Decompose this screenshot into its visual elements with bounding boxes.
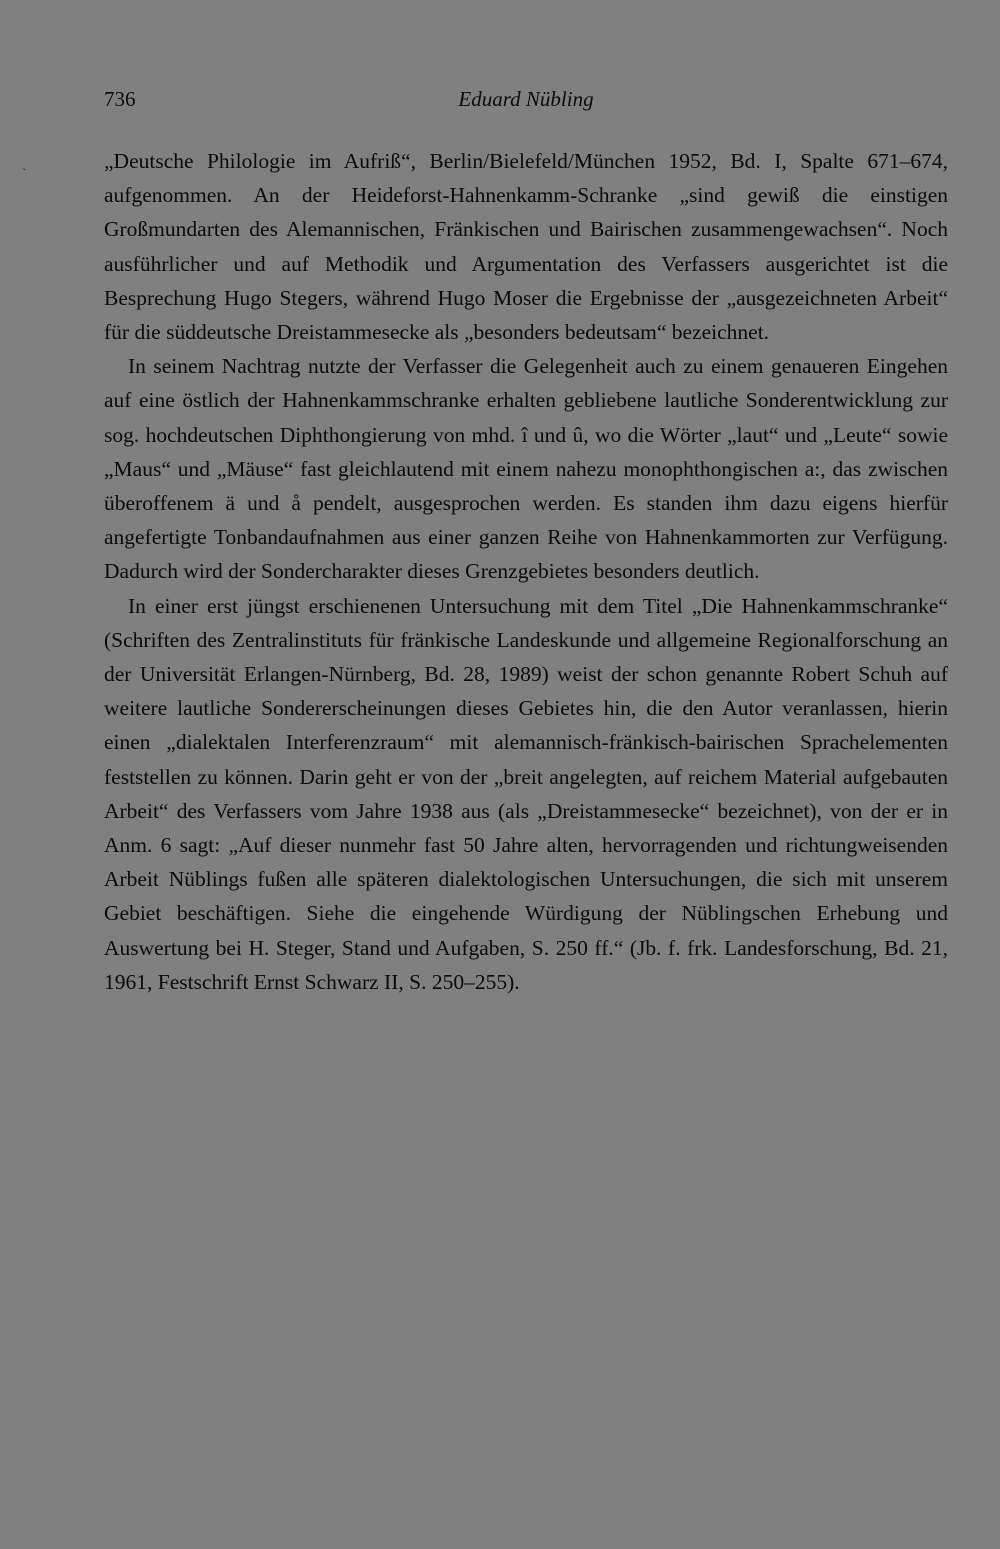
running-head: Eduard Nübling	[458, 87, 594, 111]
paragraph: In einer erst jüngst erschienenen Untersuchung mit dem Titel „Die Hahnenkammschranke“ (Schriften des Zentralinstituts für fränkische Landeskunde und allgemeine Regionalforschung an der Universität Erlangen-Nürnberg, Bd. 28, 1989) weist der schon genannte Robert Schuh auf weitere lautliche Sondererscheinungen dieses Gebietes hin, die den Autor veranlassen, hierin einen „dialektalen Interferenzraum“ mit alemannisch-fränkisch-bairischen Sprachelementen feststellen zu können. Darin geht er von der „breit angelegten, auf reichem Material aufgebauten Arbeit“ des Verfassers vom Jahre 1938 aus (als „Dreistammesecke“ bezeichnet), von der er in Anm. 6 sagt: „Auf dieser nunmehr fast 50 Jahre alten, hervorragenden und richtungweisenden Arbeit Nüblings fußen alle späteren dialektologischen Untersuchungen, die sich mit unserem Gebiet beschäftigen. Siehe die eingehende Würdigung der Nüblingschen Erhebung und Auswertung bei H. Steger, Stand und Aufgaben, S. 250 ff.“ (Jb. f. frk. Landesforschung, Bd. 21, 1961, Festschrift Ernst Schwarz II, S. 250–255).	[104, 593, 948, 994]
scan-speck: ˋ	[22, 167, 27, 182]
page-header	[104, 84, 948, 114]
body-text	[104, 144, 948, 999]
paragraph: In seinem Nachtrag nutzte der Verfasser die Gelegenheit auch zu einem genaueren Eingehen auf eine östlich der Hahnenkammschranke erhalten gebliebene lautliche Sonderentwicklung zur sog. hochdeutschen Diphthongierung von mhd. î und û, wo die Wörter „laut“ und „Leute“ sowie „Maus“ und „Mäuse“ fast gleichlautend mit einem nahezu monophthongischen a:, das zwischen überoffenem ä und å pendelt, ausgesprochen werden. Es standen ihm dazu eigens hierfür angefertigte Tonbandaufnahmen aus einer ganzen Reihe von Hahnenkammorten zur Verfügung. Dadurch wird der Sondercharakter dieses Grenzgebietes besonders deutlich.	[104, 354, 948, 584]
paragraph-continuation: „Deutsche Philologie im Aufriß“, Berlin/Bielefeld/München 1952, Bd. I, Spalte 671–674, aufgenommen. An der Heideforst-Hahnenkamm-Schranke „sind gewiß die einstigen Großmundarten des Alemannischen, Fränkischen und Bairischen zusammengewachsen“. Noch ausführlicher und auf Methodik und Argumentation des Verfassers ausgerichtet ist die Besprechung Hugo Stegers, während Hugo Moser die Ergebnisse der „ausgezeichneten Arbeit“ für die süddeutsche Dreistammesecke als „besonders bedeutsam“ bezeichnet.	[104, 149, 948, 345]
page-number: 736	[104, 87, 136, 111]
